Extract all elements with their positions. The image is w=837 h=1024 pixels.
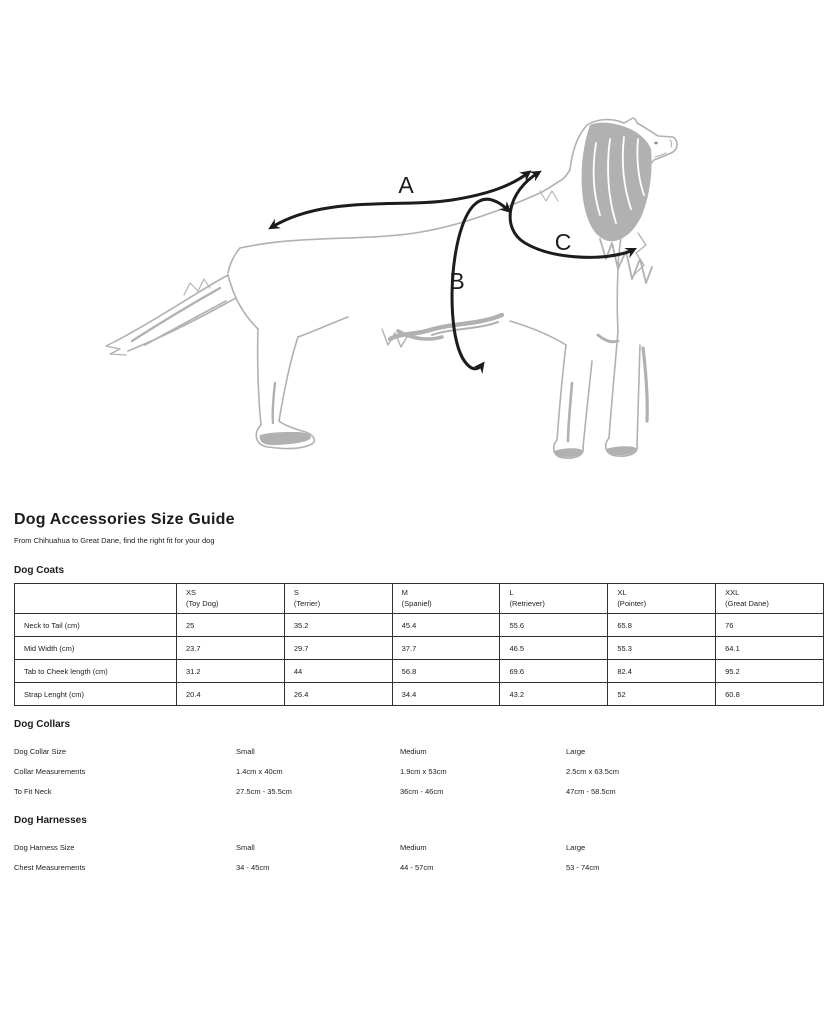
row-label: Neck to Tail (cm) bbox=[15, 614, 177, 637]
coats-header-xxl: XXL (Great Dane) bbox=[716, 584, 824, 614]
cell: 82.4 bbox=[608, 660, 716, 683]
size-guide-content bbox=[14, 511, 824, 877]
spec-value: Medium bbox=[400, 842, 427, 852]
dog-coats-table bbox=[14, 583, 824, 706]
row-label: Mid Width (cm) bbox=[15, 637, 177, 660]
table-row-tab-to-cheek bbox=[15, 660, 824, 683]
coats-header-row bbox=[15, 584, 824, 614]
cell: 31.2 bbox=[177, 660, 285, 683]
measure-label-a: A bbox=[398, 172, 414, 198]
spec-value: 27.5cm - 35.5cm bbox=[236, 786, 292, 796]
spec-label: Dog Collar Size bbox=[14, 746, 67, 756]
dog-harnesses-specs bbox=[14, 837, 824, 877]
cell: 26.4 bbox=[284, 683, 392, 706]
spec-value: Large bbox=[566, 842, 586, 852]
table-row-mid-width bbox=[15, 637, 824, 660]
cell: 23.7 bbox=[177, 637, 285, 660]
spec-label: Collar Measurements bbox=[14, 766, 86, 776]
cell: 56.8 bbox=[392, 660, 500, 683]
spec-value: Small bbox=[236, 842, 255, 852]
page-title: Dog Accessories Size Guide bbox=[14, 511, 235, 528]
cell: 44 bbox=[284, 660, 392, 683]
dog-sketch-illustration bbox=[106, 118, 677, 458]
cell: 76 bbox=[716, 614, 824, 637]
spec-label: Chest Measurements bbox=[14, 862, 86, 872]
measure-label-c: C bbox=[554, 229, 572, 255]
spec-value: Small bbox=[236, 746, 255, 756]
row-label: Strap Lenght (cm) bbox=[15, 683, 177, 706]
spec-label: To Fit Neck bbox=[14, 786, 52, 796]
spec-value: 47cm - 58.5cm bbox=[566, 786, 616, 796]
coats-header-s: S (Terrier) bbox=[284, 584, 392, 614]
table-row-neck-to-tail bbox=[15, 614, 824, 637]
dog-harnesses-heading: Dog Harnesses bbox=[14, 815, 87, 826]
cell: 34.4 bbox=[392, 683, 500, 706]
coats-header-xs: XS (Toy Dog) bbox=[177, 584, 285, 614]
spec-value: 34 - 45cm bbox=[236, 862, 270, 872]
spec-value: Medium bbox=[400, 746, 427, 756]
cell: 65.8 bbox=[608, 614, 716, 637]
collar-fit-neck-row bbox=[14, 781, 824, 801]
coats-header-xl: XL (Pointer) bbox=[608, 584, 716, 614]
dog-collars-specs bbox=[14, 741, 824, 801]
dog-coats-heading: Dog Coats bbox=[14, 565, 64, 576]
cell: 55.6 bbox=[500, 614, 608, 637]
dog-measurement-diagram bbox=[100, 83, 740, 503]
cell: 29.7 bbox=[284, 637, 392, 660]
harness-chest-row bbox=[14, 857, 824, 877]
spec-value: 1.9cm x 53cm bbox=[400, 766, 447, 776]
cell: 20.4 bbox=[177, 683, 285, 706]
row-label: Tab to Cheek length (cm) bbox=[15, 660, 177, 683]
harness-size-row bbox=[14, 837, 824, 857]
spec-value: 44 - 57cm bbox=[400, 862, 434, 872]
cell: 60.8 bbox=[716, 683, 824, 706]
cell: 37.7 bbox=[392, 637, 500, 660]
spec-value: Large bbox=[566, 746, 586, 756]
spec-label: Dog Harness Size bbox=[14, 842, 75, 852]
spec-value: 2.5cm x 63.5cm bbox=[566, 766, 619, 776]
cell: 64.1 bbox=[716, 637, 824, 660]
cell: 46.5 bbox=[500, 637, 608, 660]
collar-measurements-row bbox=[14, 761, 824, 781]
coats-header-l: L (Retriever) bbox=[500, 584, 608, 614]
page-subtitle: From Chihuahua to Great Dane, find the right fit for your dog bbox=[14, 536, 215, 545]
cell: 52 bbox=[608, 683, 716, 706]
spec-value: 1.4cm x 40cm bbox=[236, 766, 283, 776]
cell: 35.2 bbox=[284, 614, 392, 637]
table-row-strap-length bbox=[15, 683, 824, 706]
collar-size-row bbox=[14, 741, 824, 761]
cell: 45.4 bbox=[392, 614, 500, 637]
cell: 25 bbox=[177, 614, 285, 637]
dog-collars-heading: Dog Collars bbox=[14, 719, 71, 730]
cell: 43.2 bbox=[500, 683, 608, 706]
cell: 55.3 bbox=[608, 637, 716, 660]
spec-value: 36cm - 46cm bbox=[400, 786, 444, 796]
measure-label-b: B bbox=[449, 268, 465, 294]
spec-value: 53 - 74cm bbox=[566, 862, 600, 872]
coats-header-m: M (Spaniel) bbox=[392, 584, 500, 614]
cell: 69.6 bbox=[500, 660, 608, 683]
coats-header-empty-cell bbox=[15, 584, 177, 614]
cell: 95.2 bbox=[716, 660, 824, 683]
